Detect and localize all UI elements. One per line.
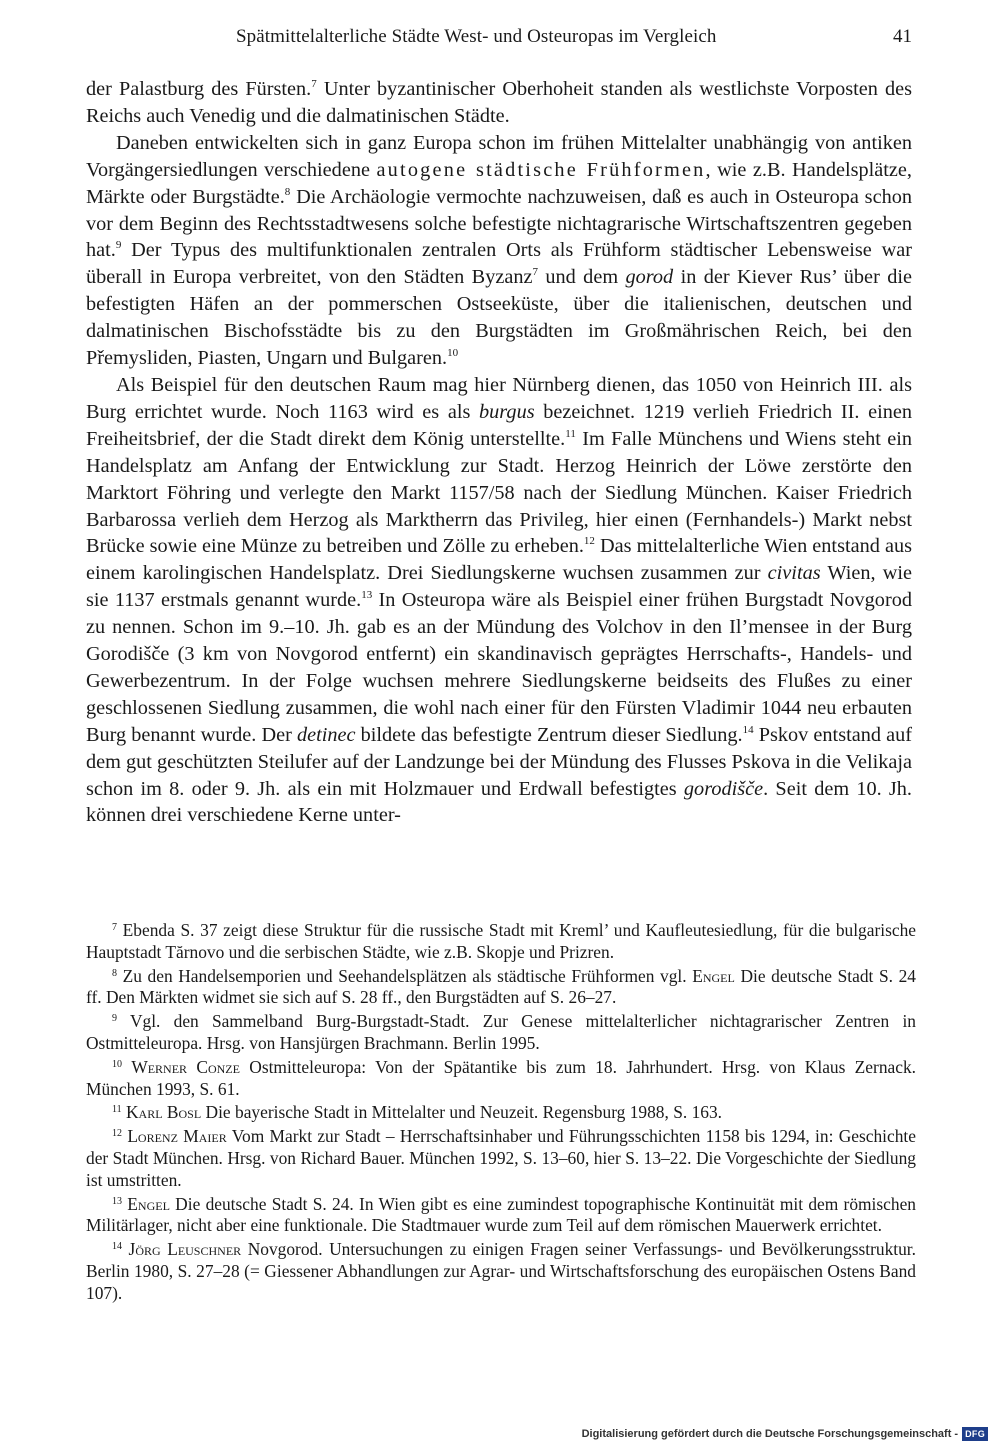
footnote-author: Werner Conze (131, 1056, 240, 1077)
text-run: Der Typus des multifunktionalen zentralen Orts als Frühform städtischer Lebensweise war überall in Europa verbreitet, von den Städten Byzanz (86, 239, 912, 289)
text-run: Wien, wie sie 1137 erstmals genannt wurde. (86, 562, 912, 612)
footnote-author: Karl Bosl (126, 1102, 202, 1123)
footnote-text: Die deutsche Stadt S. 24 ff. Den Märkten widmet sie sich auf S. 28 ff., den Burgstädten auf S. 26–27. (86, 965, 916, 1008)
footnote-author: Engel (127, 1193, 170, 1214)
text-run: . Seit dem 10. Jh. können drei verschiedene Kerne unter- (86, 777, 912, 827)
footnote-text: Vom Markt zur Stadt – Herrschaftsinhaber und Führungsschichten 1158 bis 1294, in: Geschichte der Stadt München. Hrsg. von Richard Bauer. München 1992, S. 13–60, hier S. 13–22. Die Vorgeschichte der Siedlung ist umstritten. (86, 1126, 916, 1190)
text-run: Im Falle Münchens und Wiens steht ein Handelsplatz am Anfang der Entwicklung zur Stadt. Herzog Heinrich der Löwe zerstörte den Marktort Föhring und verlegte den Markt 1157/58 nach der Siedlung München. Kaiser Friedrich Barbarossa verlieh dem Herzog als Marktherrn das Privileg, hier einen (Fernhandels-) Markt nebst Brücke sowie eine Münze zu betreiben und Zölle zu erheben. (86, 427, 912, 558)
text-run: Die Archäologie vermochte nachzuweisen, daß es auch in Osteuropa schon vor dem Beginn des Rechtsstadtwesens solche befestigte nichtagrarische Wirtschaftszentren gegeben hat. (86, 185, 912, 262)
italic-term: gorodišče (683, 777, 764, 800)
main-text (86, 76, 912, 829)
italic-term: gorod (625, 266, 674, 289)
page-number: 41 (893, 26, 912, 47)
italic-term: civitas (767, 562, 821, 585)
paragraph-1 (86, 76, 912, 130)
footnote-ref: 14 (742, 723, 754, 736)
footnote-8 (86, 966, 916, 1010)
footnote-author: Jörg Leuschner (128, 1239, 242, 1260)
text-run: und dem (537, 266, 626, 289)
footnote-12 (86, 1126, 916, 1191)
footnote-text: Vgl. den Sammelband Burg-Burgstadt-Stadt. Zur Genese mittelalterlicher nichtagrarischer Zentren in Ostmitteleuropa. Hrsg. von Hansjürgen Brachmann. Berlin 1995. (86, 1011, 916, 1053)
footnotes (86, 920, 916, 1307)
footnote-ref: 8 (284, 185, 291, 198)
text-run: , wie z.B. Handelsplätze, Märkte oder Burgstädte. (86, 158, 912, 208)
footnote-ref: 7 (311, 78, 317, 90)
footnote-number: 12 (112, 1128, 122, 1140)
paragraph-3 (86, 372, 912, 829)
italic-term: detinec (296, 723, 356, 746)
footnote-ref: 10 (447, 347, 459, 360)
text-run: der Palastburg des Fürsten. (86, 78, 312, 100)
footnote-number: 9 (112, 1013, 117, 1025)
italic-term: burgus (479, 400, 535, 423)
footnote-number: 10 (112, 1058, 122, 1070)
running-header (86, 26, 912, 54)
text-run: Das mittelalterliche Wien entstand aus einem karolingischen Handelsplatz. Drei Siedlungskerne wuchsen zusammen zur (86, 535, 912, 585)
footnote-ref: 12 (583, 535, 595, 548)
running-title: Spätmittelalterliche Städte West- und Osteuropas im Vergleich (236, 26, 717, 47)
footnote-author: Engel (692, 965, 735, 986)
text-run: Als Beispiel für den deutschen Raum mag hier Nürnberg dienen, das 1050 von Heinrich III. als Burg errichtet wurde. Noch 1163 wird es als (86, 373, 912, 423)
footnote-9 (86, 1011, 916, 1055)
footnote-text: Die bayerische Stadt in Mittelalter und Neuzeit. Regensburg 1988, S. 163. (201, 1102, 722, 1123)
footnote-ref: 9 (115, 239, 122, 252)
text-run: bezeichnet. 1219 verlieh Friedrich II. einen Freiheitsbrief, der die Stadt direkt dem König unterstellte. (86, 400, 912, 450)
text-run: in der Kiever Rus’ über die befestigten Häfen an der pommerschen Ostseeküste, über die italienischen, deutschen und dalmatinischen Bischofsstädte bis zu den Burgstädten im Großmährischen Reich, bei den Přemysliden, Piasten, Ungarn und Bulgaren. (86, 266, 912, 370)
footnote-number: 14 (112, 1241, 122, 1253)
footnote-ref: 7 (532, 266, 538, 279)
notice-text: Digitalisierung gefördert durch die Deutsche Forschungsgemeinschaft - (581, 1428, 959, 1440)
footnote-text: Ebenda S. 37 zeigt diese Struktur für die russische Stadt mit Kreml’ und Kaufleutesiedlung, für die bulgarische Hauptstadt Tărnovo und die serbischen Städte, wie z.B. Skopje und Prizren. (86, 920, 916, 962)
footnote-ref: 11 (565, 427, 576, 440)
footnote-number: 13 (112, 1195, 122, 1207)
footnote-10 (86, 1057, 916, 1101)
text-run: Unter byzantinischer Oberhoheit standen als westlichste Vorposten des Reichs auch Venedig und die dalmatinischen Städte. (86, 78, 912, 127)
footnote-13 (86, 1194, 916, 1238)
text-run: bildete das befestigte Zentrum dieser Siedlung. (355, 723, 743, 746)
footnote-14 (86, 1239, 916, 1304)
footnote-number: 8 (112, 967, 117, 979)
footnote-number: 11 (112, 1104, 122, 1116)
text-run: Daneben entwickelten sich in ganz Europa schon im frühen Mittelalter unabhängig von antiken Vorgängersiedlungen verschiedene (86, 131, 912, 181)
footnote-text: Ostmitteleuropa: Von der Spätantike bis zum 18. Jahrhundert. Hrsg. von Klaus Zernack. München 1993, S. 61. (86, 1056, 916, 1099)
dfg-logo: DFG (962, 1427, 988, 1441)
footnote-ref: 13 (361, 589, 373, 602)
spaced-emphasis: autogene städtische Frühformen (376, 158, 706, 181)
footnote-number: 7 (112, 922, 117, 933)
footnote-text: Novgorod. Untersuchungen zu einigen Fragen seiner Verfassungs- und Bevölkerungsstruktur. Berlin 1980, S. 27–28 (= Giessener Abhandlungen zur Agrar- und Wirtschaftsforschung des europäischen Ostens Band 107). (86, 1239, 916, 1303)
footnote-text: Zu den Handelsemporien und Seehandelsplätzen als städtische Frühformen vgl. (122, 965, 693, 986)
paragraph-2 (86, 130, 912, 372)
text-run: Pskov entstand auf dem gut geschützten Steilufer auf der Landzunge bei der Mündung des Flusses Pskova in die Velikaja schon im 8. oder 9. Jh. als ein mit Holzmauer und Erdwall befestigtes (86, 723, 912, 800)
text-run: In Osteuropa wäre als Beispiel einer frühen Burgstadt Novgorod zu nennen. Schon im 9.–10. Jh. gab es an der Mündung des Volchov in den Il’mensee in der Burg Gorodišče (3 km von Novgorod entfernt) ein skandinavisch geprägtes Herrschafts-, Handels- und Gewerbezentrum. In der Folge wuchsen mehrere Siedlungskerne beidseits des Flußes zu einer geschlossenen Siedlung zusammen, die wohl nach einer für den Fürsten Vladimir 1044 neu erbauten Burg benannt wurde. Der (86, 589, 912, 746)
footnote-text: Die deutsche Stadt S. 24. In Wien gibt es eine zumindest topographische Kontinuität mit dem römischen Militärlager, nicht aber eine funktionale. Die Stadtmauer wurde zum Teil auf dem römischen Mauerwerk errichtet. (86, 1193, 916, 1236)
footnote-11 (86, 1102, 916, 1124)
digitization-notice (582, 1424, 988, 1444)
footnote-7 (86, 920, 916, 964)
footnote-author: Lorenz Maier (127, 1126, 227, 1147)
